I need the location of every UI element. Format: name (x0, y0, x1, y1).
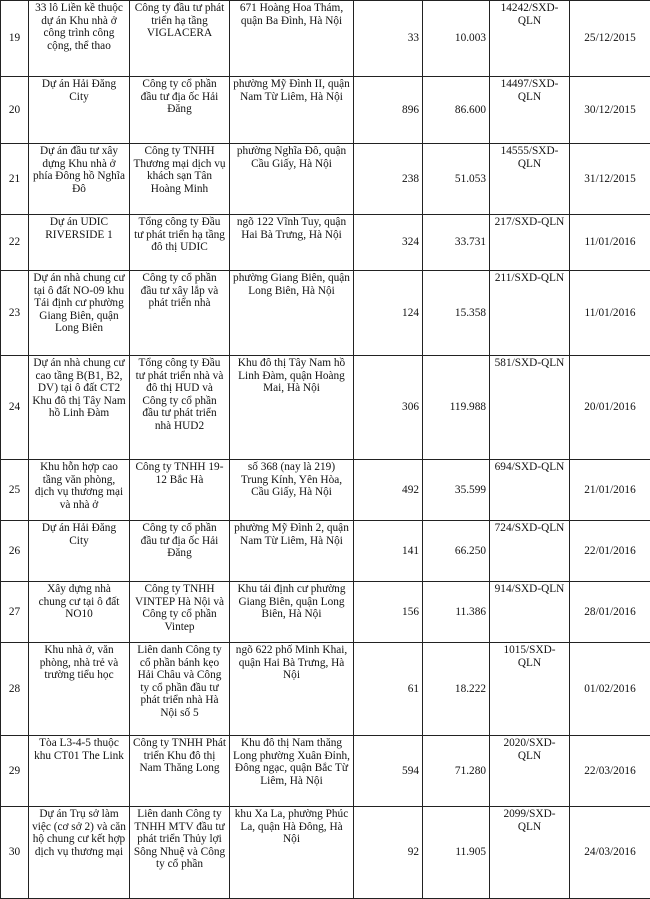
floor-area-cell (423, 521, 490, 582)
issue-date: 22/03/2016 (573, 765, 647, 778)
investor-name-cell (130, 460, 230, 521)
floor-area: 35.599 (426, 484, 486, 497)
unit-count-cell (354, 736, 423, 807)
unit-count-cell (354, 271, 423, 356)
floor-area: 11.905 (426, 846, 486, 859)
investor-name: Công ty TNHH Phát triển Khu đô thị Nam Thăng Long (133, 737, 226, 775)
table-row (1, 144, 650, 215)
floor-area: 51.053 (426, 173, 486, 186)
floor-area: 119.988 (426, 401, 486, 414)
table-row (1, 643, 650, 736)
unit-count-cell (354, 1, 423, 77)
table-row (1, 582, 650, 643)
floor-area: 11.386 (426, 606, 486, 619)
project-address-cell (230, 643, 354, 736)
issue-date-cell (570, 356, 650, 460)
project-name: Xây dựng nhà chung cư tại ô đất NO10 (32, 583, 126, 621)
investor-name-cell (130, 582, 230, 643)
row-number-cell (1, 643, 29, 736)
document-number: 581/SXD-QLN (493, 357, 566, 370)
document-number-cell (490, 460, 570, 521)
project-name: 33 lô Liền kề thuộc dự án Khu nhà ở công trình công cộng, thể thao (32, 2, 126, 52)
investor-name-cell (130, 1, 230, 77)
unit-count: 492 (357, 484, 419, 497)
unit-count: 896 (357, 104, 419, 117)
investor-name-cell (130, 77, 230, 144)
unit-count: 156 (357, 606, 419, 619)
document-number-cell (490, 1, 570, 77)
investor-name: Công ty đầu tư phát triển hạ tầng VIGLACERA (133, 2, 226, 40)
project-name-cell (29, 356, 130, 460)
table-row (1, 521, 650, 582)
investor-name-cell (130, 144, 230, 215)
project-name-cell (29, 144, 130, 215)
issue-date: 25/12/2015 (573, 32, 647, 45)
investor-name-cell (130, 215, 230, 271)
investor-name: Công ty cổ phần đầu tư địa ốc Hải Đăng (133, 522, 226, 560)
floor-area-cell (423, 77, 490, 144)
floor-area-cell (423, 356, 490, 460)
floor-area: 18.222 (426, 683, 486, 696)
unit-count-cell (354, 807, 423, 899)
issue-date: 22/01/2016 (573, 545, 647, 558)
document-number: 2020/SXD-QLN (493, 737, 566, 762)
issue-date: 21/01/2016 (573, 484, 647, 497)
row-number-cell (1, 356, 29, 460)
row-number-cell (1, 807, 29, 899)
investor-name: Liên danh Công ty cổ phần bánh kẹo Hải Châu và Công ty cổ phần đầu tư phát triển nhà Hà Nội số 5 (133, 644, 226, 720)
investor-name: Công ty cổ phần đầu tư địa ốc Hải Đăng (133, 78, 226, 116)
table-row (1, 271, 650, 356)
issue-date: 01/02/2016 (573, 683, 647, 696)
row-number: 23 (4, 307, 25, 320)
unit-count-cell (354, 582, 423, 643)
project-address: ngõ 622 phố Minh Khai, quận Hai Bà Trưng, Hà Nội (233, 644, 350, 682)
row-number: 21 (4, 173, 25, 186)
issue-date: 11/01/2016 (573, 236, 647, 249)
project-name-cell (29, 1, 130, 77)
issue-date-cell (570, 77, 650, 144)
unit-count-cell (354, 460, 423, 521)
project-name: Khu hỗn hợp cao tầng văn phòng, dịch vụ thương mại và nhà ở (32, 461, 126, 511)
floor-area: 33.731 (426, 236, 486, 249)
unit-count: 238 (357, 173, 419, 186)
unit-count-cell (354, 643, 423, 736)
row-number-cell (1, 582, 29, 643)
unit-count: 141 (357, 545, 419, 558)
document-number: 14497/SXD-QLN (493, 78, 566, 103)
project-address: phường Mỹ Đình II, quận Nam Từ Liêm, Hà Nội (233, 78, 350, 103)
document-number: 217/SXD-QLN (493, 216, 566, 229)
table-row (1, 1, 650, 77)
project-address: Khu đô thị Nam thăng Long phường Xuân Đỉnh, Đông ngạc, quận Bắc Từ Liêm, Hà Nội (233, 737, 350, 787)
investor-name: Công ty TNHH Thương mại dịch vụ khách sạn Tân Hoàng Minh (133, 145, 226, 195)
floor-area: 15.358 (426, 307, 486, 320)
issue-date: 28/01/2016 (573, 606, 647, 619)
project-address-cell (230, 144, 354, 215)
project-address: Khu tái định cư phường Giang Biên, quận Long Biên, Hà Nội (233, 583, 350, 621)
project-name-cell (29, 271, 130, 356)
unit-count: 92 (357, 846, 419, 859)
row-number: 25 (4, 484, 25, 497)
project-name-cell (29, 521, 130, 582)
issue-date-cell (570, 643, 650, 736)
investor-name-cell (130, 807, 230, 899)
floor-area-cell (423, 215, 490, 271)
project-address-cell (230, 356, 354, 460)
floor-area-cell (423, 271, 490, 356)
project-address: phường Nghĩa Đô, quận Cầu Giấy, Hà Nội (233, 145, 350, 170)
document-number: 1015/SXD-QLN (493, 644, 566, 669)
investor-name-cell (130, 643, 230, 736)
issue-date: 11/01/2016 (573, 307, 647, 320)
project-name-cell (29, 736, 130, 807)
investor-name: Công ty TNHH 19-12 Bắc Hà (133, 461, 226, 486)
project-name-cell (29, 460, 130, 521)
document-number-cell (490, 77, 570, 144)
document-number: 2099/SXD-QLN (493, 808, 566, 833)
issue-date-cell (570, 144, 650, 215)
project-name: Dự án Trụ sở làm việc (cơ sở 2) và căn hộ chung cư kết hợp dịch vụ thương mại (32, 808, 126, 858)
row-number: 27 (4, 606, 25, 619)
unit-count: 306 (357, 401, 419, 414)
document-number-cell (490, 271, 570, 356)
project-address: phường Giang Biên, quận Long Biên, Hà Nội (233, 272, 350, 297)
floor-area-cell (423, 144, 490, 215)
project-address: phường Mỹ Đình 2, quận Nam Từ Liêm, Hà Nội (233, 522, 350, 547)
floor-area-cell (423, 736, 490, 807)
project-address-cell (230, 1, 354, 77)
document-number: 14555/SXD-QLN (493, 145, 566, 170)
project-address: 671 Hoàng Hoa Thám, quận Ba Đình, Hà Nội (233, 2, 350, 27)
floor-area-cell (423, 643, 490, 736)
investor-name-cell (130, 736, 230, 807)
unit-count-cell (354, 215, 423, 271)
unit-count: 124 (357, 307, 419, 320)
table-row (1, 215, 650, 271)
unit-count: 594 (357, 765, 419, 778)
issue-date-cell (570, 215, 650, 271)
project-name: Dự án nhà chung cư tại ô đất NO-09 khu Tái định cư phường Giang Biên, quận Long Biên (32, 272, 126, 335)
table-row (1, 356, 650, 460)
investor-name: Tổng công ty Đầu tư phát triển nhà và đô thị HUD và Công ty cổ phần đầu tư phát triển nhà HUD2 (133, 357, 226, 433)
unit-count-cell (354, 77, 423, 144)
row-number-cell (1, 144, 29, 215)
row-number-cell (1, 736, 29, 807)
project-address-cell (230, 215, 354, 271)
project-address: ngõ 122 Vĩnh Tuy, quận Hai Bà Trưng, Hà Nội (233, 216, 350, 241)
project-address: Khu đô thị Tây Nam hồ Linh Đàm, quận Hoàng Mai, Hà Nội (233, 357, 350, 395)
project-name: Tòa L3-4-5 thuộc khu CT01 The Link (32, 737, 126, 762)
issue-date-cell (570, 582, 650, 643)
document-number-cell (490, 736, 570, 807)
project-address: khu Xa La, phường Phúc La, quận Hà Đông, Hà Nội (233, 808, 350, 846)
floor-area-cell (423, 1, 490, 77)
table-row (1, 807, 650, 899)
row-number-cell (1, 215, 29, 271)
issue-date: 31/12/2015 (573, 173, 647, 186)
project-address: số 368 (nay là 219) Trung Kính, Yên Hòa, Cầu Giấy, Hà Nội (233, 461, 350, 499)
unit-count: 61 (357, 683, 419, 696)
document-number: 694/SXD-QLN (493, 461, 566, 474)
issue-date: 24/03/2016 (573, 846, 647, 859)
document-number: 914/SXD-QLN (493, 583, 566, 596)
project-name: Khu nhà ở, văn phòng, nhà trẻ và trường tiểu học (32, 644, 126, 682)
issue-date-cell (570, 1, 650, 77)
table-row (1, 77, 650, 144)
investor-name: Liên danh Công ty TNHH MTV đầu tư phát triển Thủy lợi Sông Nhuệ và Công ty cổ phần (133, 808, 226, 871)
row-number: 22 (4, 236, 25, 249)
floor-area: 71.280 (426, 765, 486, 778)
floor-area-cell (423, 582, 490, 643)
row-number-cell (1, 271, 29, 356)
document-number: 14242/SXD-QLN (493, 2, 566, 27)
issue-date-cell (570, 271, 650, 356)
project-address-cell (230, 582, 354, 643)
issue-date-cell (570, 736, 650, 807)
project-name: Dự án đầu tư xây dựng Khu nhà ở phía Đông hồ Nghĩa Đô (32, 145, 126, 195)
document-number-cell (490, 643, 570, 736)
document-number-cell (490, 582, 570, 643)
project-name-cell (29, 582, 130, 643)
table-row (1, 460, 650, 521)
project-name: Dự án UDIC RIVERSIDE 1 (32, 216, 126, 241)
project-name-cell (29, 807, 130, 899)
unit-count: 33 (357, 32, 419, 45)
table-row (1, 736, 650, 807)
issue-date-cell (570, 460, 650, 521)
row-number: 29 (4, 765, 25, 778)
investor-name: Công ty cổ phần đầu tư xây lắp và phát triển nhà (133, 272, 226, 310)
document-number: 211/SXD-QLN (493, 272, 566, 285)
row-number-cell (1, 77, 29, 144)
issue-date: 30/12/2015 (573, 104, 647, 117)
row-number: 20 (4, 104, 25, 117)
investor-name-cell (130, 271, 230, 356)
investor-name-cell (130, 356, 230, 460)
document-number-cell (490, 521, 570, 582)
floor-area: 10.003 (426, 32, 486, 45)
project-address-cell (230, 736, 354, 807)
row-number: 30 (4, 846, 25, 859)
project-name-cell (29, 77, 130, 144)
document-number-cell (490, 807, 570, 899)
floor-area: 66.250 (426, 545, 486, 558)
project-address-cell (230, 77, 354, 144)
project-address-cell (230, 521, 354, 582)
document-number-cell (490, 144, 570, 215)
project-name-cell (29, 215, 130, 271)
investor-name-cell (130, 521, 230, 582)
row-number-cell (1, 460, 29, 521)
floor-area-cell (423, 807, 490, 899)
issue-date-cell (570, 807, 650, 899)
row-number: 19 (4, 32, 25, 45)
unit-count-cell (354, 356, 423, 460)
row-number-cell (1, 1, 29, 77)
project-name: Dự án Hải Đăng City (32, 78, 126, 103)
document-number: 724/SXD-QLN (493, 522, 566, 535)
floor-area-cell (423, 460, 490, 521)
project-address-cell (230, 460, 354, 521)
project-name-cell (29, 643, 130, 736)
row-number-cell (1, 521, 29, 582)
project-name: Dự án nhà chung cư cao tầng B(B1, B2, DV) tại ô đất CT2 Khu đô thị Tây Nam hồ Linh Đàm (32, 357, 126, 420)
project-name: Dự án Hải Đăng City (32, 522, 126, 547)
project-address-cell (230, 807, 354, 899)
document-number-cell (490, 215, 570, 271)
investor-name: Tổng công ty Đầu tư phát triển hạ tầng đô thị UDIC (133, 216, 226, 254)
document-number-cell (490, 356, 570, 460)
row-number: 28 (4, 683, 25, 696)
issue-date-cell (570, 521, 650, 582)
floor-area: 86.600 (426, 104, 486, 117)
table-body (1, 1, 650, 899)
row-number: 26 (4, 545, 25, 558)
project-address-cell (230, 271, 354, 356)
unit-count-cell (354, 144, 423, 215)
unit-count-cell (354, 521, 423, 582)
unit-count: 324 (357, 236, 419, 249)
row-number: 24 (4, 401, 25, 414)
issue-date: 20/01/2016 (573, 401, 647, 414)
investor-name: Công ty TNHH VINTEP Hà Nội và Công ty cổ phần Vintep (133, 583, 226, 633)
